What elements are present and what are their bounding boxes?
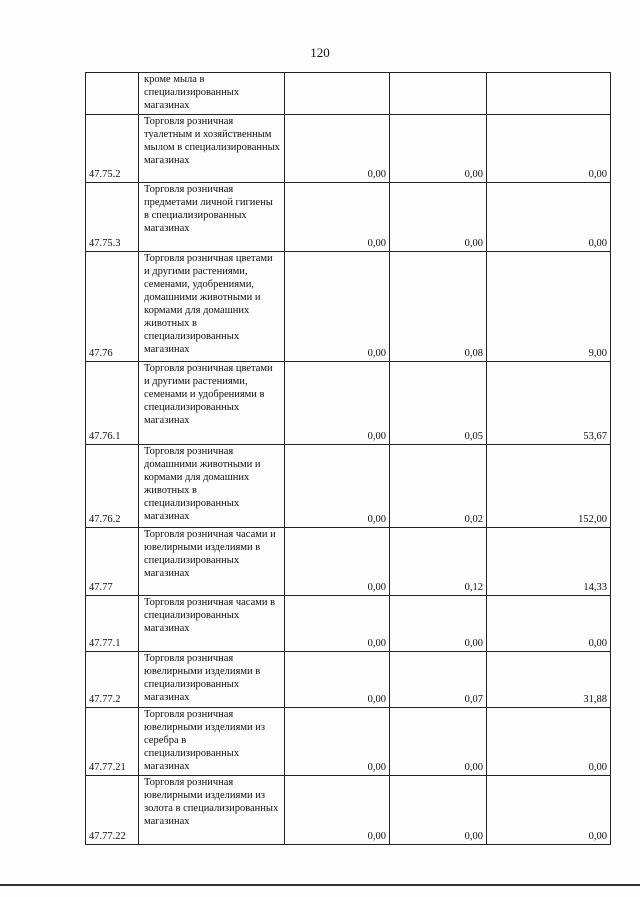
value-text: 0,00 <box>588 238 607 249</box>
value-text: 0,00 <box>367 762 386 773</box>
table-row <box>86 528 611 596</box>
code-text: 47.77.1 <box>89 638 121 649</box>
code-text: 47.76.2 <box>89 514 121 525</box>
value-text: 0,00 <box>367 694 386 705</box>
code-cell <box>86 252 139 361</box>
value-cell <box>285 73 390 114</box>
value-cell <box>285 652 390 707</box>
value-text: 0,00 <box>367 169 386 180</box>
table-row <box>86 596 611 652</box>
value-cell <box>390 776 487 844</box>
code-cell <box>86 528 139 595</box>
value-cell <box>390 73 487 114</box>
value-text: 0,00 <box>367 638 386 649</box>
name-cell: кроме мыла в специализированных магазинах <box>139 73 285 114</box>
code-cell <box>86 445 139 527</box>
value-text: 53,67 <box>583 431 607 442</box>
value-cell <box>390 445 487 527</box>
scan-edge-line <box>0 884 640 886</box>
value-cell <box>487 708 611 775</box>
value-cell <box>487 252 611 361</box>
value-text: 0,12 <box>464 582 483 593</box>
value-cell <box>487 776 611 844</box>
code-cell <box>86 183 139 251</box>
name-cell: Торговля розничная предметами личной гигиены в специализированных магазинах <box>139 183 285 251</box>
table-row <box>86 252 611 362</box>
value-text: 0,05 <box>464 431 483 442</box>
value-text: 0,00 <box>464 169 483 180</box>
value-text: 0,02 <box>464 514 483 525</box>
code-text: 47.76.1 <box>89 431 121 442</box>
page-number: 120 <box>310 45 330 60</box>
code-text: 47.77.2 <box>89 694 121 705</box>
value-text: 152,00 <box>578 514 607 525</box>
value-text: 31,88 <box>583 694 607 705</box>
table-row <box>86 362 611 445</box>
value-cell <box>285 115 390 182</box>
value-cell <box>487 528 611 595</box>
data-table <box>85 72 611 845</box>
value-cell <box>285 445 390 527</box>
table-row <box>86 73 611 115</box>
table-row <box>86 708 611 776</box>
value-cell <box>390 115 487 182</box>
value-text: 0,00 <box>464 762 483 773</box>
value-cell <box>285 776 390 844</box>
code-cell <box>86 776 139 844</box>
name-cell: Торговля розничная цветами и другими растениями, семенами, удобрениями, домашними животными и кормами для домашних животных в специализированных магазинах <box>139 252 285 361</box>
name-cell: Торговля розничная ювелирными изделиями из серебра в специализированных магазинах <box>139 708 285 775</box>
code-text: 47.75.2 <box>89 169 121 180</box>
value-cell <box>285 708 390 775</box>
name-cell: Торговля розничная часами и ювелирными изделиями в специализированных магазинах <box>139 528 285 595</box>
value-cell <box>390 652 487 707</box>
table-row <box>86 183 611 252</box>
table-row <box>86 652 611 708</box>
value-text: 0,00 <box>367 831 386 842</box>
value-cell <box>487 115 611 182</box>
name-cell: Торговля розничная домашними животными и кормами для домашних животных в специализированных магазинах <box>139 445 285 527</box>
name-cell: Торговля розничная туалетным и хозяйственным мылом в специализированных магазинах <box>139 115 285 182</box>
value-cell <box>285 362 390 444</box>
value-cell <box>285 528 390 595</box>
name-cell: Торговля розничная часами в специализированных магазинах <box>139 596 285 651</box>
code-text: 47.75.3 <box>89 238 121 249</box>
value-text: 0,00 <box>588 638 607 649</box>
value-text: 0,00 <box>367 582 386 593</box>
value-text: 0,00 <box>367 431 386 442</box>
code-cell <box>86 596 139 651</box>
value-text: 0,07 <box>464 694 483 705</box>
value-cell <box>390 596 487 651</box>
value-text: 0,00 <box>367 348 386 359</box>
value-cell <box>487 445 611 527</box>
code-cell <box>86 73 139 114</box>
value-cell <box>390 362 487 444</box>
value-cell <box>285 252 390 361</box>
value-text: 14,33 <box>583 582 607 593</box>
value-text: 0,00 <box>367 514 386 525</box>
value-text: 0,00 <box>588 831 607 842</box>
value-cell <box>390 252 487 361</box>
code-cell <box>86 115 139 182</box>
value-cell <box>487 652 611 707</box>
value-text: 0,00 <box>464 638 483 649</box>
name-cell: Торговля розничная ювелирными изделиями в специализированных магазинах <box>139 652 285 707</box>
table-row <box>86 776 611 845</box>
name-cell: Торговля розничная цветами и другими растениями, семенами и удобрениями в специализированных магазинах <box>139 362 285 444</box>
value-text: 0,00 <box>588 762 607 773</box>
value-cell <box>285 183 390 251</box>
value-cell <box>390 708 487 775</box>
value-text: 9,00 <box>588 348 607 359</box>
value-text: 0,00 <box>367 238 386 249</box>
code-cell <box>86 652 139 707</box>
value-cell <box>487 362 611 444</box>
value-cell <box>390 183 487 251</box>
table-row <box>86 445 611 528</box>
value-cell <box>285 596 390 651</box>
code-cell <box>86 708 139 775</box>
name-cell: Торговля розничная ювелирными изделиями из золота в специализированных магазинах <box>139 776 285 844</box>
value-cell <box>487 73 611 114</box>
value-cell <box>487 183 611 251</box>
code-text: 47.76 <box>89 348 113 359</box>
table-row <box>86 115 611 183</box>
value-text: 0,00 <box>464 238 483 249</box>
code-text: 47.77.22 <box>89 831 126 842</box>
code-text: 47.77.21 <box>89 762 126 773</box>
code-cell <box>86 362 139 444</box>
value-text: 0,08 <box>464 348 483 359</box>
value-text: 0,00 <box>464 831 483 842</box>
value-text: 0,00 <box>588 169 607 180</box>
code-text: 47.77 <box>89 582 113 593</box>
value-cell <box>390 528 487 595</box>
value-cell <box>487 596 611 651</box>
